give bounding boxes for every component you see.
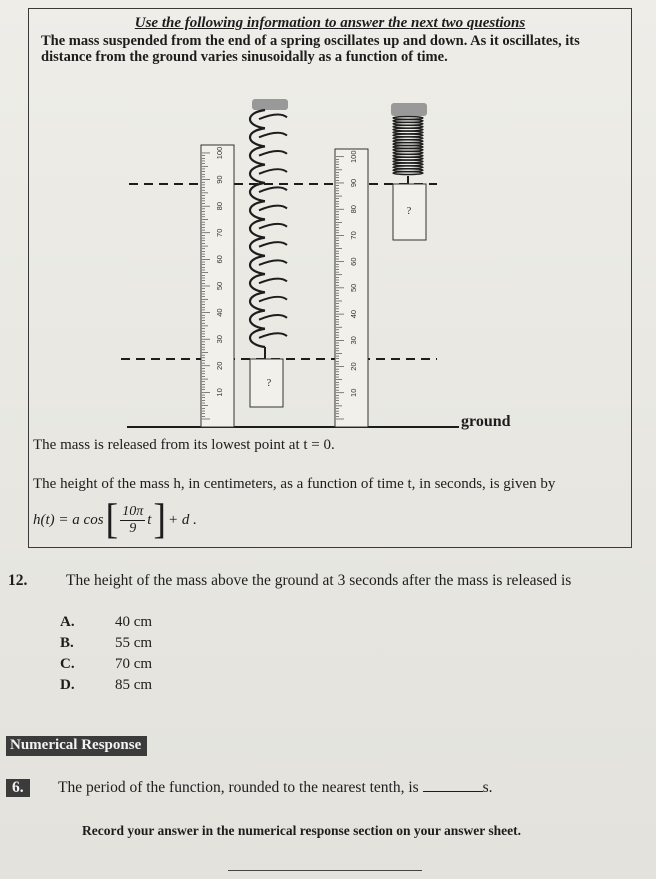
ruler-label: 70	[349, 231, 358, 240]
fraction-denominator: 9	[129, 520, 137, 536]
spring-coil	[259, 206, 287, 211]
option-letter: D.	[60, 677, 75, 693]
information-box	[28, 8, 632, 548]
option-letter: C.	[60, 656, 75, 672]
nr-number: 6.	[6, 779, 30, 797]
spring-coil	[259, 260, 287, 265]
mass-bottom-label: ?	[266, 378, 272, 389]
spring-stretched	[250, 99, 288, 407]
ruler-label: 10	[349, 388, 358, 397]
formula-lhs: h(t) = a cos	[33, 511, 104, 528]
ruler-right	[335, 149, 368, 427]
fraction-numerator: 10π	[122, 503, 144, 519]
height-description: The height of the mass h, in centimeters, as a function of time t, in seconds, is given by	[33, 476, 556, 492]
numerical-response-header: Numerical Response	[6, 736, 147, 756]
nr-text-before: The period of the function, rounded to the nearest tenth, is	[58, 779, 419, 796]
formula-var: t	[147, 511, 152, 528]
spring-coil	[259, 333, 287, 338]
spring-compressed	[391, 103, 427, 240]
ruler-label: 100	[215, 146, 224, 160]
footer-rule	[228, 870, 422, 871]
spring-coil	[259, 133, 287, 138]
ruler-label: 40	[349, 309, 358, 319]
option-value: 70 cm	[115, 656, 153, 672]
ruler-label: 100	[349, 150, 358, 163]
ruler-label: 90	[349, 178, 358, 188]
info-intro: The mass suspended from the end of a spring oscillates up and down. As it oscillates, its distance from the ground varies sinusoidally as a function of time.	[41, 33, 580, 65]
ruler-label: 20	[215, 361, 224, 370]
option-value: 85 cm	[115, 677, 153, 693]
ruler-label: 50	[215, 281, 224, 291]
spring-coil	[259, 187, 287, 192]
spring-coil	[259, 151, 287, 156]
ruler-label: 90	[215, 175, 224, 184]
ruler-label: 70	[215, 228, 224, 237]
ground-label: ground	[461, 413, 511, 430]
spring-coil	[259, 169, 287, 174]
ruler-label: 80	[215, 201, 224, 211]
ruler-label: 60	[215, 255, 224, 264]
record-instruction: Record your answer in the numerical response section on your answer sheet.	[82, 823, 521, 838]
spring-coil	[259, 279, 287, 284]
mass-top-label: ?	[406, 206, 412, 217]
info-heading: Use the following information to answer the next two questions	[134, 15, 526, 31]
ruler-label: 30	[349, 336, 358, 345]
option-letter: A.	[60, 614, 75, 630]
option-a[interactable]	[60, 612, 152, 633]
nr-text-after: s.	[482, 779, 493, 796]
nr-text	[58, 779, 493, 797]
bracket-open: [	[105, 496, 119, 544]
ruler-label: 40	[215, 308, 224, 317]
option-d[interactable]	[60, 675, 152, 696]
spring-coil	[259, 297, 287, 302]
option-letter: B.	[60, 635, 74, 651]
ruler-label: 30	[215, 335, 224, 344]
height-formula	[33, 496, 197, 544]
released-text: The mass is released from its lowest point at t = 0.	[33, 437, 335, 453]
ruler-label: 60	[349, 257, 358, 266]
spring-coil	[259, 242, 287, 247]
spring-diagram	[119, 93, 469, 438]
option-c[interactable]	[60, 654, 152, 675]
spring-coil	[259, 224, 287, 229]
ruler-label: 10	[215, 388, 224, 397]
answer-blank[interactable]	[423, 791, 483, 792]
option-value: 55 cm	[115, 635, 153, 651]
spring-coil	[259, 115, 287, 120]
option-value: 40 cm	[115, 614, 153, 630]
option-b[interactable]	[60, 633, 152, 654]
ruler-label: 20	[349, 362, 358, 371]
answer-options	[60, 612, 152, 696]
question-number: 12.	[8, 572, 28, 589]
spring-coil	[259, 315, 287, 320]
ruler-label: 50	[349, 283, 358, 293]
ruler-left	[201, 145, 234, 427]
formula-rhs: + d .	[168, 511, 197, 528]
bracket-close: ]	[153, 496, 167, 544]
spring-coil	[393, 172, 423, 175]
formula-fraction	[120, 504, 145, 537]
ruler-label: 80	[349, 205, 358, 214]
question-text: The height of the mass above the ground at 3 seconds after the mass is released is	[66, 572, 572, 589]
